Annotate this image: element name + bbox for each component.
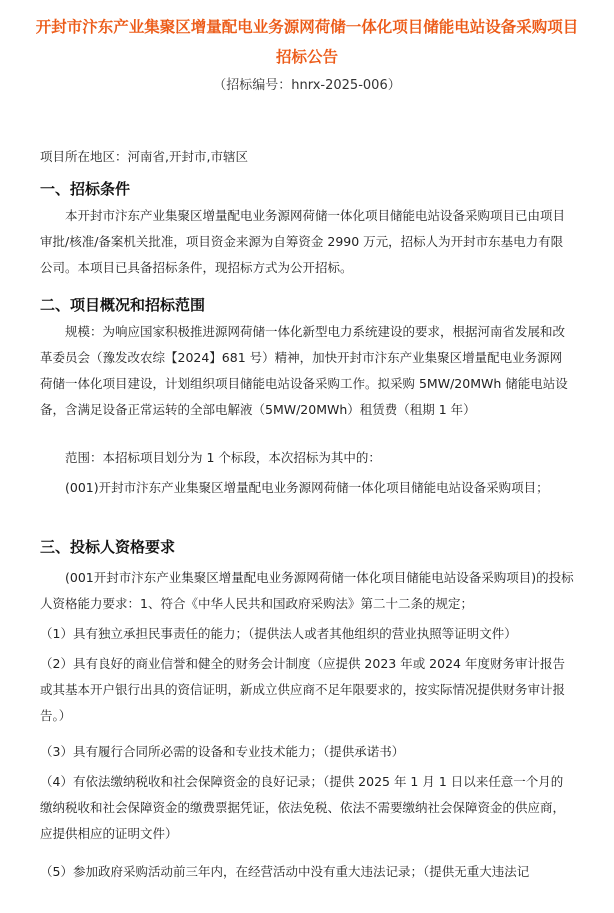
bid-code: （招标编号：hnrx-2025-006） (213, 78, 401, 93)
page-title: 开封市汴东产业集聚区增量配电业务源网荷储一体化项目储能电站设备采购项目招标公告 (35, 18, 579, 66)
overview-scale-paragraph: 规模：为响应国家积极推进源网荷储一体化新型电力系统建设的要求，根据河南省发展和改革委员会（豫发改农综【2024】681 号）精神，加快开封市汴东产业集聚区增量配电业务源网荷储一体化项目建设，计划组织项目储能电站设备采购工作。拟采购 5MW/20MWh 储能电站设备，含满足设备正常运转的全部电解液（5MW/20MWh）租赁费（租期 1 年） (40, 324, 568, 417)
section-heading-conditions: 一、招标条件 (40, 180, 131, 198)
qualification-item-5: （5）参加政府采购活动前三年内，在经营活动中没有重大违法记录；（提供无重大违法记 (40, 864, 530, 879)
overview-scope-paragraph: 范围：本招标项目划分为 1 个标段，本次招标为其中的： (65, 450, 381, 465)
qualification-item-4: （4）有依法缴纳税收和社会保障资金的良好记录；（提供 2025 年 1 月 1 日以来任意一个月的缴纳税收和社会保障资金的缴费票据凭证，依法免税、依法不需要缴纳社会保障资金的供应商，应提供相应的证明文件） (40, 774, 566, 841)
qualifications-intro: (001开封市汴东产业集聚区增量配电业务源网荷储一体化项目储能电站设备采购项目)的投标人资格能力要求：1、符合《中华人民共和国政府采购法》第二十二条的规定； (40, 570, 574, 611)
qualification-item-2: （2）具有良好的商业信誉和健全的财务会计制度（应提供 2023 年或 2024 年度财务审计报告或其基本开户银行出具的资信证明，新成立供应商不足年限要求的，按实际情况提供财务审计报告。） (40, 656, 566, 723)
qualification-item-3: （3）具有履行合同所必需的设备和专业技术能力；（提供承诺书） (40, 744, 405, 759)
project-location: 项目所在地区：河南省,开封市,市辖区 (40, 149, 248, 164)
section-heading-qualifications: 三、投标人资格要求 (40, 538, 176, 556)
section-heading-overview: 二、项目概况和招标范围 (40, 296, 206, 314)
conditions-paragraph: 本开封市汴东产业集聚区增量配电业务源网荷储一体化项目储能电站设备采购项目已由项目审批/核准/备案机关批准，项目资金来源为自筹资金 2990 万元，招标人为开封市东基电力有限公司。本项目已具备招标条件，现招标方式为公开招标。 (40, 208, 566, 275)
qualification-item-1: （1）具有独立承担民事责任的能力；（提供法人或者其他组织的营业执照等证明文件） (40, 626, 517, 641)
overview-lot-paragraph: (001)开封市汴东产业集聚区增量配电业务源网荷储一体化项目储能电站设备采购项目； (65, 480, 549, 495)
